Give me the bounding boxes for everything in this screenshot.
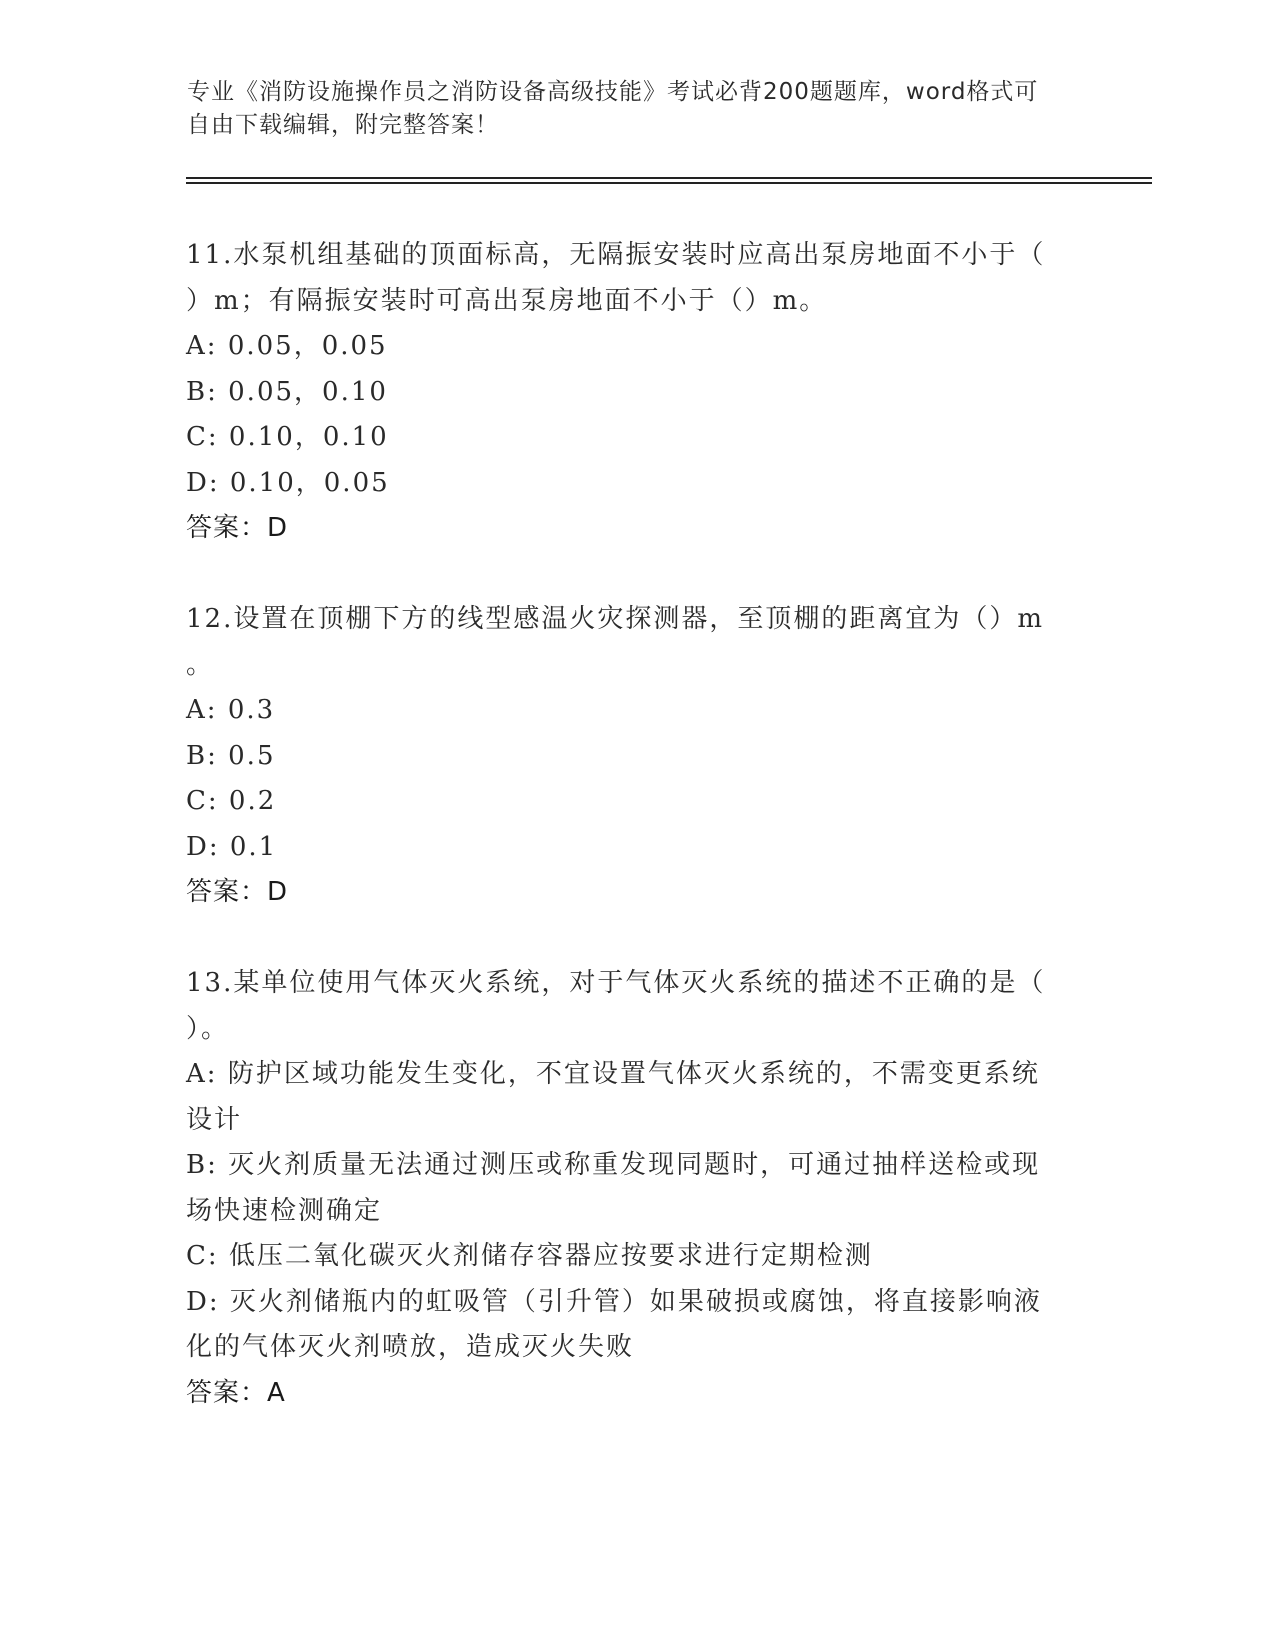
option-text-line-1: 防护区域功能发生变化，不宜设置气体灭火系统的，不需变更系统 xyxy=(227,1059,1040,1089)
option-d xyxy=(186,1280,1066,1371)
answer xyxy=(186,1371,1086,1417)
option-text-line-1: 灭火剂储瓶内的虹吸管（引升管）如果破损或腐蚀，将直接影响液 xyxy=(229,1286,1042,1317)
option-text-line-1: 灭火剂质量无法通过测压或称重发现同题时，可通过抽样送检或现 xyxy=(228,1150,1041,1180)
question-12 xyxy=(186,596,1086,916)
header-line-2: 自由下载编辑，附完整答案！ xyxy=(187,112,499,138)
answer-value: D xyxy=(267,877,289,907)
option-c xyxy=(186,415,1086,461)
question-text xyxy=(186,596,1066,688)
option-label: A: xyxy=(186,1059,218,1089)
answer xyxy=(186,870,1086,916)
question-text xyxy=(186,960,1066,1052)
question-text-line-2: ）。 xyxy=(186,1014,230,1044)
question-number: 13. xyxy=(186,968,234,998)
question-text-line-1: 设置在顶棚下方的线型感温火灾探测器，至顶棚的距离宜为（）m xyxy=(233,604,1045,634)
option-d xyxy=(186,825,1086,871)
option-a xyxy=(186,688,1086,734)
question-13 xyxy=(186,960,1086,1416)
answer-value: D xyxy=(267,513,289,543)
option-text-line-2: 场快速检测确定 xyxy=(186,1195,383,1226)
option-a xyxy=(186,1052,1066,1143)
option-a xyxy=(186,324,1086,370)
answer-label: 答案： xyxy=(186,513,268,543)
question-text-line-2: 。 xyxy=(186,650,215,680)
option-label: D: xyxy=(186,467,220,498)
option-c xyxy=(186,779,1086,825)
question-number: 11. xyxy=(186,240,234,270)
option-b xyxy=(186,1143,1066,1234)
option-label: D: xyxy=(186,831,220,862)
option-label: B: xyxy=(186,740,218,771)
question-text-line-1: 水泵机组基础的顶面标高，无隔振安装时应高出泵房地面不小于（ xyxy=(233,240,1046,270)
option-label: B: xyxy=(186,376,218,407)
header-divider xyxy=(186,177,1152,184)
option-label: B: xyxy=(186,1150,218,1180)
answer-label: 答案： xyxy=(186,1377,268,1408)
document-header xyxy=(187,76,1067,142)
question-text xyxy=(186,232,1066,324)
answer xyxy=(186,506,1086,552)
option-text: 0.05，0.05 xyxy=(227,331,388,361)
answer-value: A xyxy=(267,1377,286,1408)
option-label: C: xyxy=(186,1241,219,1271)
option-text: 0.1 xyxy=(229,831,278,862)
option-text: 0.5 xyxy=(228,740,276,771)
question-number: 12. xyxy=(186,604,234,634)
question-text-line-1: 某单位使用气体灭火系统，对于气体灭火系统的描述不正确的是（ xyxy=(233,968,1046,998)
option-label: A: xyxy=(186,695,218,725)
option-text-line-2: 设计 xyxy=(186,1104,243,1135)
option-label: D: xyxy=(186,1286,220,1317)
option-b xyxy=(186,734,1086,780)
option-text: 0.10，0.10 xyxy=(228,422,389,452)
answer-label: 答案： xyxy=(186,877,268,907)
option-label: A: xyxy=(186,331,218,361)
option-b xyxy=(186,370,1086,416)
option-text-line-1: 低压二氧化碳灭火剂储存容器应按要求进行定期检测 xyxy=(228,1241,873,1271)
option-label: C: xyxy=(186,422,219,452)
option-text: 0.05，0.10 xyxy=(228,376,388,407)
header-line-1: 专业《消防设施操作员之消防设备高级技能》考试必背200题题库，word格式可 xyxy=(187,79,1039,105)
option-d xyxy=(186,461,1086,507)
option-c xyxy=(186,1234,1066,1280)
option-text-line-2: 化的气体灭火剂喷放，造成灭火失败 xyxy=(186,1332,635,1362)
option-label: C: xyxy=(186,786,219,816)
question-text-line-2: ）m；有隔振安装时可高出泵房地面不小于（）m。 xyxy=(186,286,828,316)
option-text: 0.3 xyxy=(227,695,276,725)
option-text: 0.2 xyxy=(228,786,277,816)
question-11 xyxy=(186,232,1086,552)
option-text: 0.10，0.05 xyxy=(229,467,390,498)
